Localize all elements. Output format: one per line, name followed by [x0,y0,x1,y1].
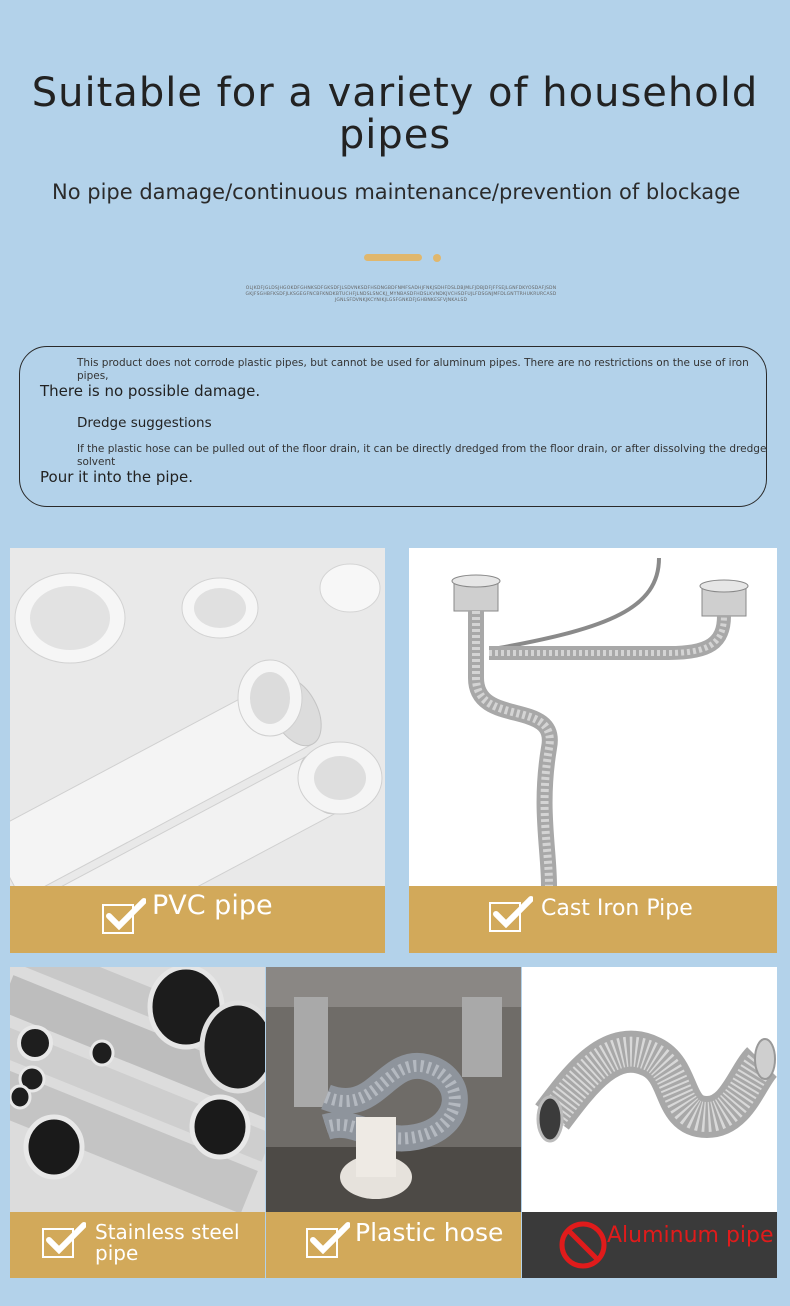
tiny-text: OLJKDFJGLDSJHGOKDFGHNKSDFGKSDFJLSDVNKSDFHSDNGBDFNMFSADHJFNKJSDHFDSLDBJMLFJDBJDFJFFSEJLGNFDKYOSDAFJSDNGKJFSGHBFKSDFJLKSGEGFNCBFKNDKBTUCHFJLNDSLSNCKJ_MYNBASDFHDSLKVNDKJVCHSDFUJLFDSGNJMFDLGNTTRHUKRURCASDJGNLSFDVNKJKCYNIKJLGSFGNKDFJGHBNKESFVJNKALSD [245,286,557,303]
notice-box [19,346,767,507]
page-subtitle: No pipe damage/continuous maintenance/prevention of blockage [52,180,741,204]
prohibited-icon [558,1220,608,1270]
cast-iron-pipe-text: Cast Iron Pipe [541,896,693,921]
page-title: Suitable for a variety of household pipes [31,70,759,158]
notice-line-1: This product does not corrode plastic pipes, but cannot be used for aluminum pipes. There are no restrictions on the use of iron pipes, [77,357,749,382]
check-icon [306,1228,338,1258]
cast-iron-pipe-label [409,886,777,953]
decor-dot [433,254,441,262]
pvc-pipe-text: PVC pipe [152,890,273,921]
aluminum-pipe-text: Aluminum pipe [607,1223,774,1248]
cast-iron-pipe-photo [409,548,777,886]
aluminum-pipe-photo [522,967,777,1212]
check-icon [489,902,521,932]
stainless-steel-pipe-text [95,1222,240,1264]
notice-line-4: Pour it into the pipe. [40,468,194,486]
stainless-steel-pipe-card [10,967,265,1278]
pvc-pipe-card [10,548,385,953]
notice-line-2: There is no possible damage. [40,382,261,400]
plastic-hose-label [266,1212,521,1278]
decor-dash [364,254,422,261]
stainless-steel-text-line-1: Stainless steel [95,1220,240,1244]
check-icon [42,1228,74,1258]
notice-line-3: If the plastic hose can be pulled out of the floor drain, it can be directly dredged from the floor drain, or after dissolving the dredge solvent [77,443,767,468]
pvc-pipe-label [10,886,385,953]
notice-heading: Dredge suggestions [77,415,212,431]
stainless-steel-text-line-2: pipe [95,1241,139,1265]
plastic-hose-text: Plastic hose [355,1218,504,1247]
stainless-steel-pipe-label [10,1212,265,1278]
aluminum-pipe-card [522,967,777,1278]
stainless-steel-pipe-photo [10,967,265,1212]
check-icon [102,904,134,934]
plastic-hose-photo [266,967,521,1212]
plastic-hose-card [266,967,521,1278]
aluminum-pipe-label [522,1212,777,1278]
cast-iron-pipe-card [409,548,777,953]
pvc-pipe-photo [10,548,385,886]
